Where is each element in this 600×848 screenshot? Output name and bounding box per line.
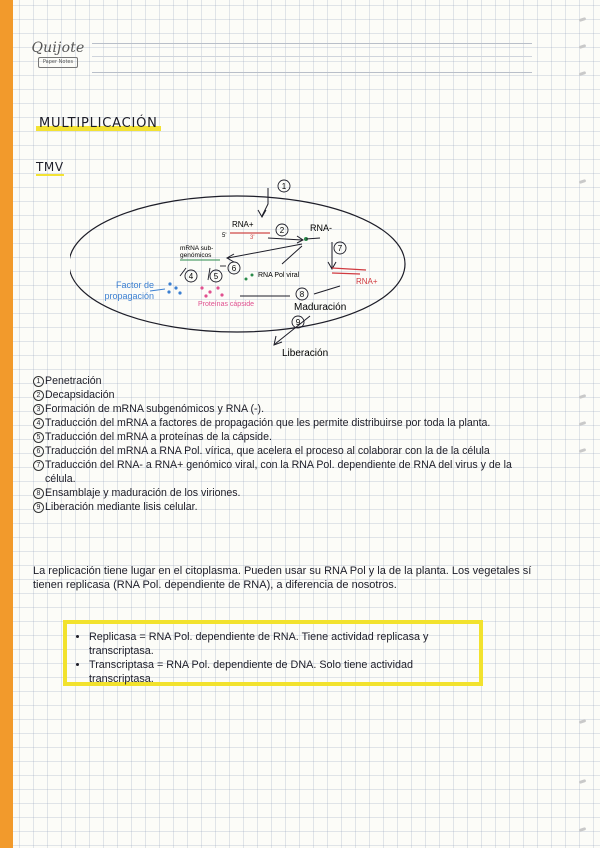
step-badge: 6 bbox=[33, 446, 44, 457]
list-item bbox=[33, 388, 543, 402]
label-5prime: 5' bbox=[222, 233, 227, 239]
step-number-5: 5 bbox=[213, 272, 219, 281]
step-number-1: 1 bbox=[281, 182, 287, 191]
list-item bbox=[33, 486, 543, 500]
step-badge: 3 bbox=[33, 404, 44, 415]
label-proteinas: Proteínas cápside bbox=[198, 301, 255, 308]
step-badge: 4 bbox=[33, 418, 44, 429]
definitions-list bbox=[77, 630, 471, 686]
label-3prime: 3' bbox=[250, 235, 255, 241]
definitions-box bbox=[63, 620, 483, 686]
list-item bbox=[33, 444, 543, 458]
label-mrna-sub: mRNA sub- bbox=[180, 245, 214, 252]
label-rna-plus-right: RNA+ bbox=[356, 277, 378, 286]
list-item bbox=[33, 402, 543, 416]
step-number-9: 9 bbox=[295, 318, 301, 327]
label-rna-minus: RNA- bbox=[310, 223, 332, 233]
step-badge: 2 bbox=[33, 390, 44, 401]
step-number-2: 2 bbox=[279, 226, 285, 235]
list-item bbox=[33, 416, 543, 430]
step-text: Traducción del mRNA a factores de propagación que les permite distribuirse por toda la planta. bbox=[45, 417, 491, 429]
definition-transcriptasa: • Transcriptasa = RNA Pol. dependiente de DNA. Solo tiene actividad transcriptasa. bbox=[89, 658, 471, 686]
orange-page-edge bbox=[0, 0, 13, 848]
step-text: Ensamblaje y maduración de los viriones. bbox=[45, 487, 241, 499]
list-item bbox=[33, 500, 543, 514]
step-text: Formación de mRNA subgenómicos y RNA (-). bbox=[45, 403, 265, 415]
list-item bbox=[33, 374, 543, 388]
tmv-cycle-diagram bbox=[70, 176, 420, 361]
step-badge: 8 bbox=[33, 488, 44, 499]
step-text: Penetración bbox=[45, 375, 102, 387]
brand-logo bbox=[30, 40, 86, 70]
step-badge: 7 bbox=[33, 460, 44, 471]
label-maduracion: Maduración bbox=[294, 302, 347, 313]
header-lines bbox=[92, 43, 532, 73]
step-number-8: 8 bbox=[299, 290, 305, 299]
header-mid-line bbox=[92, 56, 532, 57]
step-text: Traducción del RNA- a RNA+ genómico viral, con la RNA Pol. dependiente de RNA del virus y de la célula. bbox=[45, 459, 512, 485]
replication-paragraph: La replicación tiene lugar en el citoplasma. Pueden usar su RNA Pol y la de la planta. Los vegetales sí tienen replicasa (RNA Pol. dependiente de RNA), a diferencia de nosotros. bbox=[33, 565, 532, 591]
list-item bbox=[33, 458, 543, 486]
label-genomicos: genómicos bbox=[180, 252, 212, 259]
step-number-4: 4 bbox=[188, 272, 194, 281]
section-title: TMV bbox=[36, 160, 64, 174]
page-title: MULTIPLICACIÓN bbox=[36, 116, 161, 131]
step-text: Traducción del mRNA a proteínas de la cápside. bbox=[45, 431, 272, 443]
logo-sub: Paper Notes bbox=[38, 57, 78, 68]
step-badge: 9 bbox=[33, 502, 44, 513]
label-factor-propagacion: Factor de propagación bbox=[104, 280, 154, 301]
label-liberacion: Liberación bbox=[282, 348, 329, 359]
label-rna-plus-top: RNA+ bbox=[232, 220, 254, 229]
binding-holes bbox=[576, 0, 586, 848]
step-number-7: 7 bbox=[337, 244, 343, 253]
definition-replicasa: • Replicasa = RNA Pol. dependiente de RNA. Tiene actividad replicasa y transcriptasa. bbox=[89, 630, 471, 658]
step-number-6: 6 bbox=[231, 264, 237, 273]
logo-word: Quijote bbox=[31, 40, 85, 56]
cell-outline bbox=[70, 196, 405, 332]
step-text: Decapsidación bbox=[45, 389, 115, 401]
step-text: Traducción del mRNA a RNA Pol. vírica, que acelera el proceso al colaborar con la de la célula bbox=[45, 445, 490, 457]
list-item bbox=[33, 430, 543, 444]
step-text: Liberación mediante lisis celular. bbox=[45, 501, 198, 513]
steps-list bbox=[33, 374, 543, 514]
step-badge: 5 bbox=[33, 432, 44, 443]
step-badge: 1 bbox=[33, 376, 44, 387]
label-rna-pol: RNA Pol viral bbox=[258, 272, 300, 279]
